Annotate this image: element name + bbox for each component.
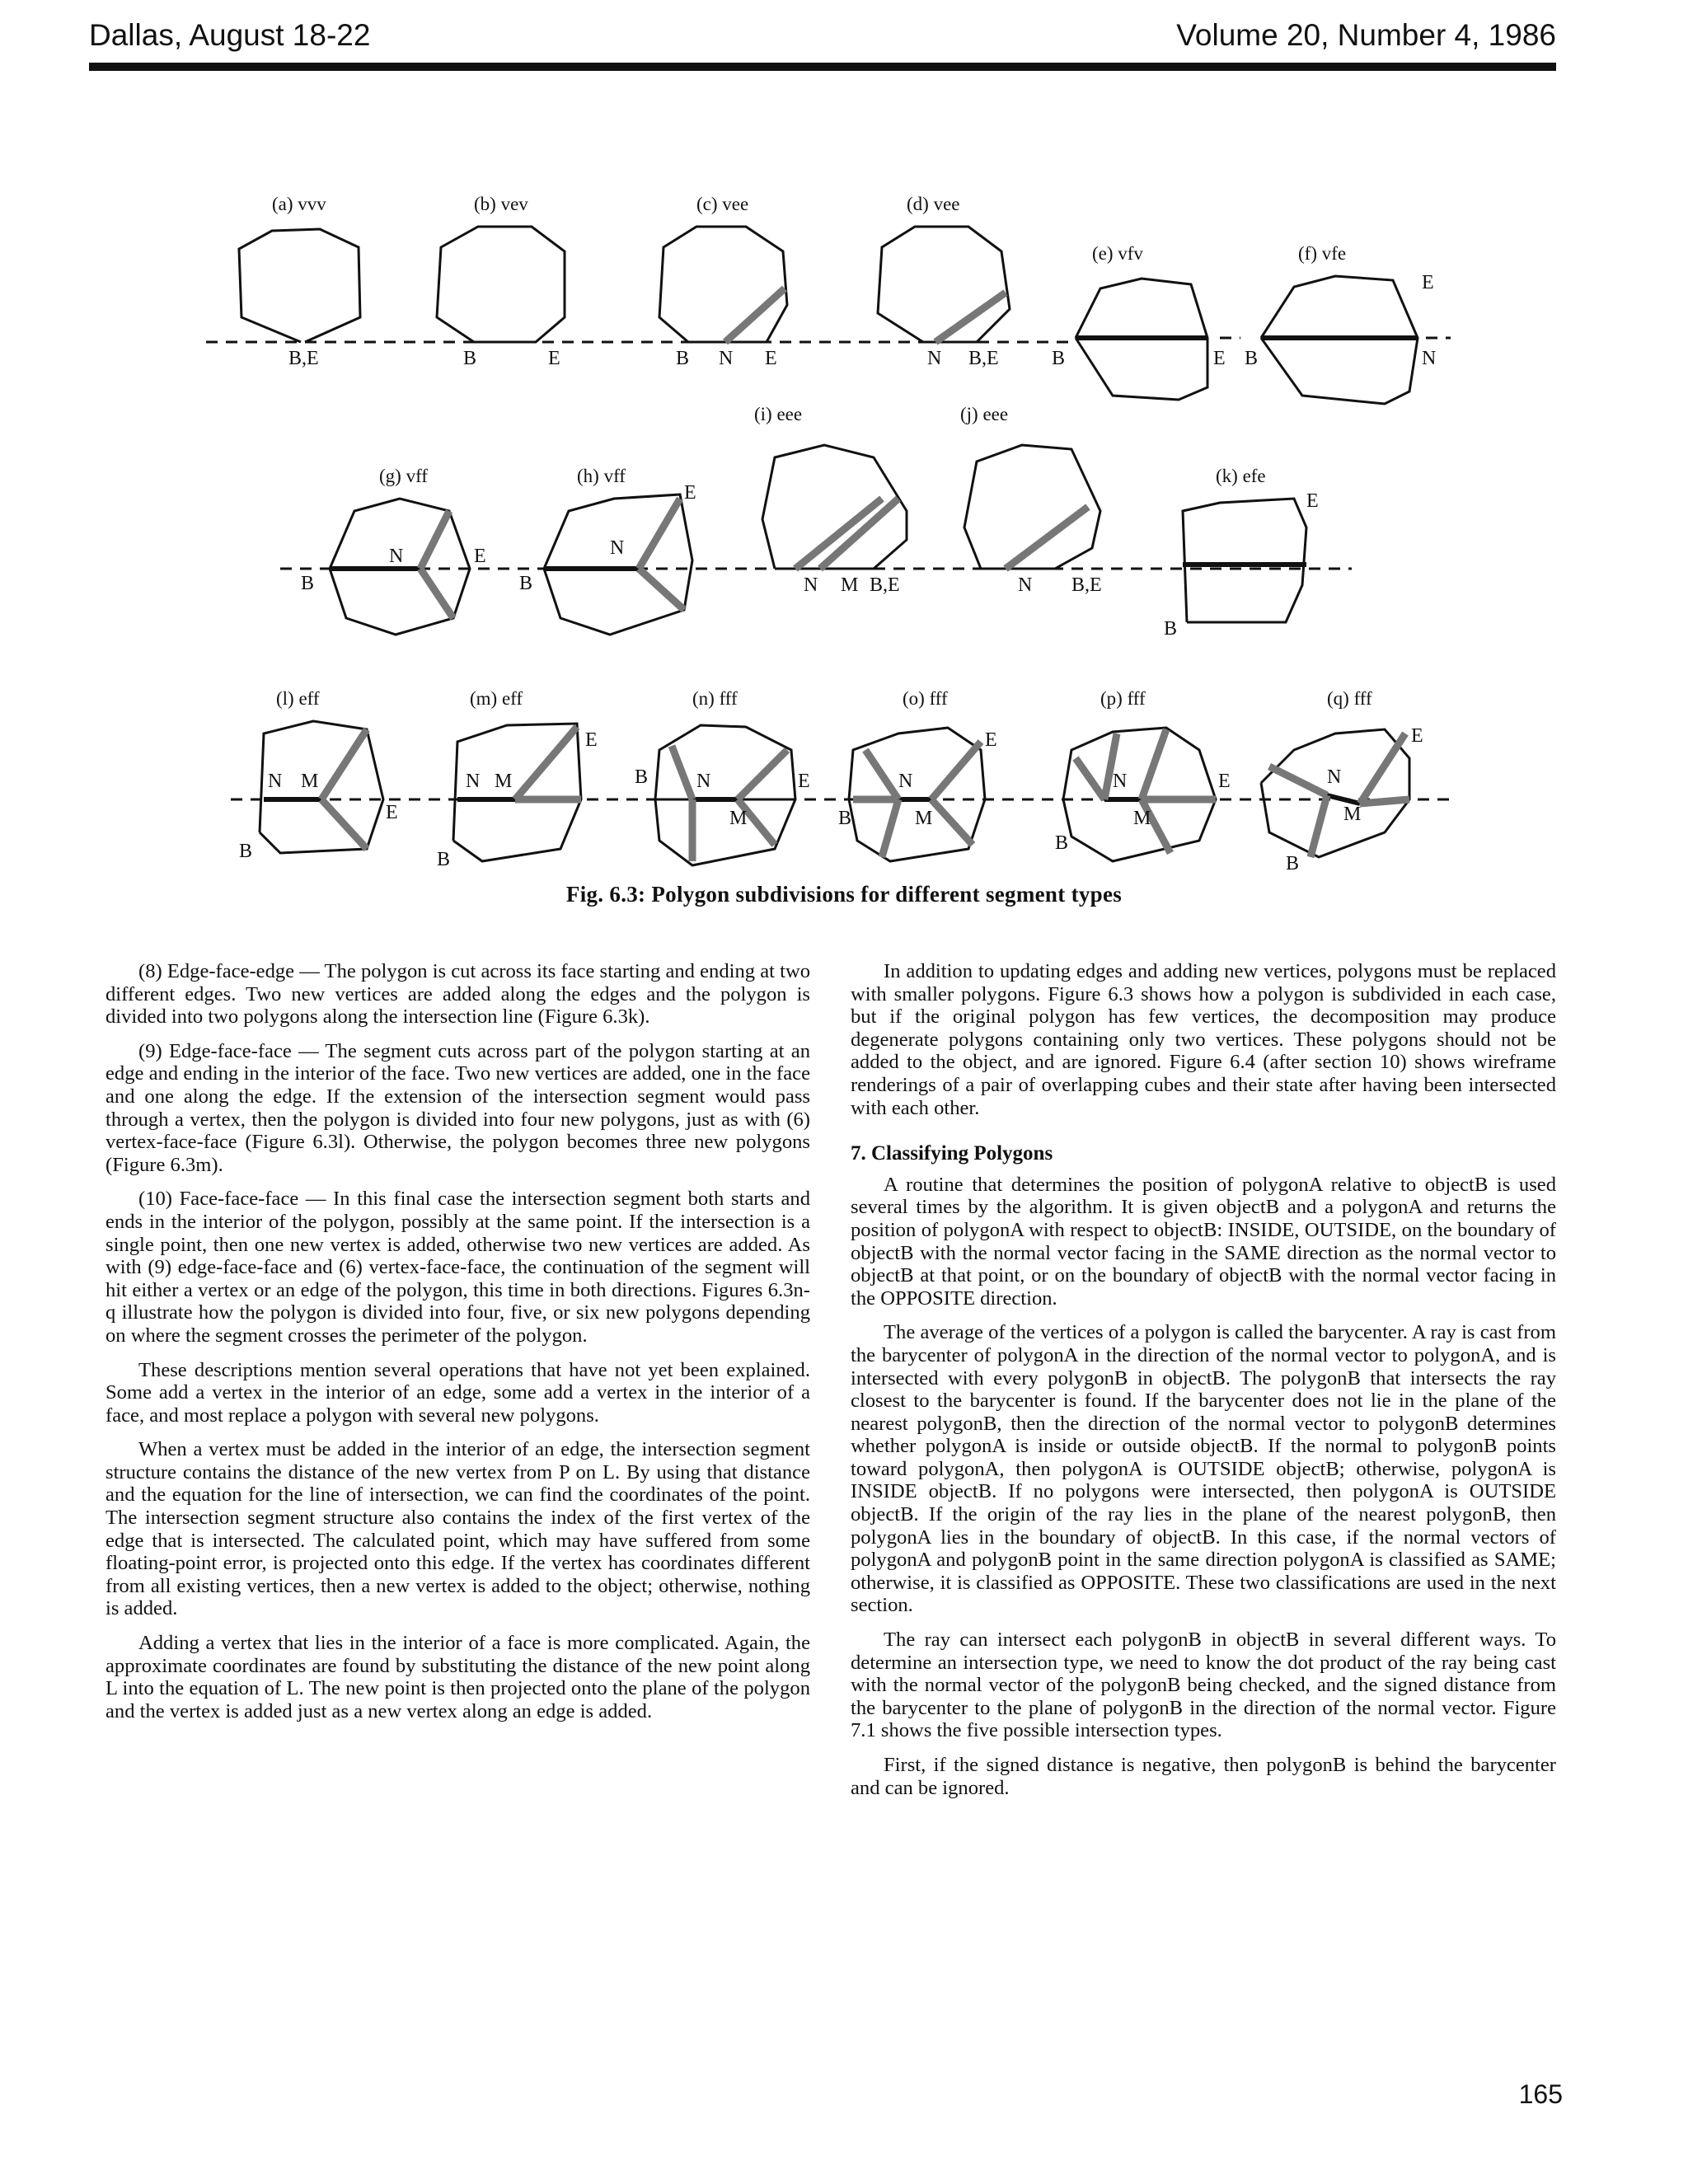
paragraph-face-vertex: Adding a vertex that lies in the interior of a face is more complicated. Again, the approximate coordinates are found by substituting the distance of the new point along L into the equation of L. The new point is then projected onto the plane of the polygon and the vertex is added just as a new vertex along an edge is added. <box>106 1632 810 1722</box>
point-c-n: N <box>719 348 734 369</box>
segment-o-3 <box>931 742 981 799</box>
point-e-b: B <box>1052 348 1066 369</box>
paragraph-routine: A routine that determines the position of polygonA relative to objectB is used several times by the algorithm. It is given objectB and a polygonA and returns the position of polygonA with respect to objectB: INSIDE, OUTSIDE, on the boundary of objectB with the normal vector facing in the SAME direction as the normal vector to objectB at that point, or on the boundary of objectB with the normal vector facing in the OPPOSITE direction. <box>851 1173 1556 1310</box>
header-volume: Volume 20, Number 4, 1986 <box>1176 18 1556 52</box>
point-k-b: B <box>1164 618 1178 640</box>
paragraph-ray-intersection: The ray can intersect each polygonB in objectB in several different ways. To determine an intersection type, we need to know the dot product of the ray being cast with the normal vector of the polygonB being checked, and the signed distance from the barycenter to the plane of polygonB in the direction of the normal vector. Figure 7.1 shows the five possible intersection types. <box>851 1629 1556 1742</box>
point-h-n: N <box>610 537 625 559</box>
polygon-d <box>878 227 1010 342</box>
running-header <box>89 18 1556 59</box>
panel-g-label: (g) vff <box>379 466 428 486</box>
figure-6-3 <box>198 173 1467 890</box>
point-g-b: B <box>301 573 315 594</box>
segment-j <box>1006 507 1088 569</box>
point-l-m: M <box>301 771 319 792</box>
panel-k-label: (k) efe <box>1216 466 1266 486</box>
right-column <box>851 960 1556 1811</box>
segment-n-3 <box>738 750 787 799</box>
point-g-n: N <box>389 546 404 567</box>
point-n-m: M <box>729 808 748 829</box>
panel-h-label: (h) vff <box>577 466 626 486</box>
panel-a-label: (a) vvv <box>272 194 326 214</box>
panel-l-label: (l) eff <box>276 688 320 709</box>
point-i-m: M <box>841 574 859 596</box>
point-c-b: B <box>676 348 690 369</box>
segment-m-up <box>515 727 577 799</box>
point-h-b: B <box>519 573 533 594</box>
point-o-e: E <box>985 729 997 751</box>
point-p-m: M <box>1133 808 1151 829</box>
point-i-be: B,E <box>870 574 900 596</box>
panel-e-label: (e) vfv <box>1092 243 1143 264</box>
panel-i-label: (i) eee <box>754 404 803 424</box>
polygon-k <box>1183 499 1306 622</box>
point-f-b: B <box>1245 348 1259 369</box>
header-conference: Dallas, August 18-22 <box>89 18 371 52</box>
segment-q-2 <box>1311 795 1327 857</box>
paragraph-edge-face-edge: (8) Edge-face-edge — The polygon is cut across its face starting and ending at two different edges. Two new vertices are added along the edges and the polygon is divided into two polygons along the intersection line (Figure 6.3k). <box>106 960 810 1029</box>
point-n-e: E <box>798 771 810 792</box>
point-o-b: B <box>838 808 852 829</box>
point-i-n: N <box>804 574 818 596</box>
panel-f-label: (f) vfe <box>1298 243 1347 264</box>
point-d-n: N <box>927 348 942 369</box>
polygon-subdivision-diagram <box>198 173 1467 890</box>
segment-n-1 <box>672 746 692 799</box>
point-m-n: N <box>466 771 481 792</box>
point-g-e: E <box>474 546 486 567</box>
panel-d-label: (d) vee <box>907 194 960 214</box>
paragraph-operations: These descriptions mention several operations that have not yet been explained. Some add a vertex in the interior of an edge, some add a vertex in the interior of a face, and most replace a polygon with several new polygons. <box>106 1358 810 1427</box>
point-n-b: B <box>635 766 649 788</box>
point-e-e: E <box>1213 348 1226 369</box>
point-p-e: E <box>1218 771 1231 792</box>
segment-q-main <box>1327 795 1360 804</box>
figure-caption: Fig. 6.3: Polygon subdivisions for different segment types <box>565 882 1123 907</box>
point-f-e: E <box>1422 272 1434 293</box>
segment-c <box>725 288 785 342</box>
point-h-e: E <box>684 482 696 504</box>
point-p-n: N <box>1113 771 1128 792</box>
header-rule <box>89 63 1556 71</box>
polygon-a <box>239 229 360 342</box>
segment-g-up <box>420 511 449 569</box>
panel-o-label: (o) fff <box>903 688 948 709</box>
segment-q-1 <box>1269 766 1327 795</box>
point-q-m: M <box>1343 804 1362 825</box>
segment-q-4 <box>1360 799 1409 804</box>
point-f-n: N <box>1422 348 1437 369</box>
polygon-c <box>659 227 787 342</box>
panel-b-label: (b) vev <box>474 194 528 214</box>
panel-n-label: (n) fff <box>692 688 738 709</box>
point-o-n: N <box>898 771 913 792</box>
point-m-m: M <box>495 771 513 792</box>
point-o-m: M <box>915 808 933 829</box>
segment-o-1 <box>865 750 898 799</box>
paragraph-edge-face-face: (9) Edge-face-face — The segment cuts across part of the polygon starting at an edge and ending in the interior of the face. Two new vertices are added, one in the face and one along the edge. If the extension of the intersection segment would pass through a vertex, then the polygon is divided into four new polygons, just as with (6) vertex-face-face (Figure 6.3l). Otherwise, the polygon becomes three new polygons (Figure 6.3m). <box>106 1039 810 1176</box>
page-number: 165 <box>1518 2079 1563 2109</box>
panel-q-label: (q) fff <box>1327 688 1372 709</box>
point-k-e: E <box>1306 490 1319 512</box>
left-column <box>106 960 810 1734</box>
paragraph-replace-polygons: In addition to updating edges and adding new vertices, polygons must be replaced with smaller polygons. Figure 6.3 shows how a polygon is subdivided in each case, but if the original polygon has few vertices, the decomposition may produce degenerate polygons containing only two vertices. These polygons should not be added to the object, and are ignored. Figure 6.4 (after section 10) shows wireframe renderings of a pair of overlapping cubes and their state after having been intersected with each other. <box>851 960 1556 1119</box>
segment-i-1 <box>795 499 882 569</box>
segment-q-3 <box>1360 733 1405 804</box>
paragraph-edge-vertex: When a vertex must be added in the interior of an edge, the intersection segment structure contains the distance of the new vertex from P on L. By using that distance and the equation for the line of intersection, we can find the coordinates of the point. The intersection segment structure also contains the index of the first vertex of the edge that is intersected. The calculated point, which may have suffered from some floating-point error, is projected onto this edge. If the vertex has coordinates different from all existing vertices, then a new vertex is added to the object; otherwise, nothing is added. <box>106 1438 810 1620</box>
segment-o-4 <box>931 799 973 845</box>
point-d-be: B,E <box>968 348 999 369</box>
segment-h-down <box>639 569 684 610</box>
point-p-b: B <box>1055 832 1069 854</box>
point-m-b: B <box>437 849 451 870</box>
point-a-be: B,E <box>288 348 319 369</box>
panel-c-label: (c) vee <box>696 194 749 214</box>
point-q-b: B <box>1286 853 1300 874</box>
point-c-e: E <box>765 348 777 369</box>
paragraph-signed-distance: First, if the signed distance is negative, then polygonB is behind the barycenter and can be ignored. <box>851 1754 1556 1799</box>
paragraph-barycenter: The average of the vertices of a polygon is called the barycenter. A ray is cast from the barycenter of polygonA in the direction of the normal vector to polygonA, and is intersected with every polygonB in objectB. The polygonB that intersects the ray closest to the barycenter is found. If the barycenter does not lie in the plane of the nearest polygonB, then the direction of the normal vector to polygonB determines whether polygonA is inside or outside objectB. If the normal to polygonB points toward polygonA, then polygonA is OUTSIDE objectB; otherwise, polygonA is INSIDE objectB. If no polygons were intersected, then polygonA is OUTSIDE objectB. If the origin of the ray lies in the plane of the nearest polygonB, then polygonA lies in the boundary of objectB. In this case, if the normal vectors of polygonA and polygonB point in the same direction polygonA is classified as SAME; otherwise, it is classified as OPPOSITE. These two classifications are used in the next section. <box>851 1321 1556 1617</box>
segment-p-3 <box>1142 729 1166 799</box>
point-l-b: B <box>239 841 253 862</box>
point-b-b: B <box>463 348 477 369</box>
segment-d <box>935 293 1006 342</box>
point-j-be: B,E <box>1071 574 1102 596</box>
point-l-n: N <box>268 771 283 792</box>
segment-g-down <box>420 569 453 618</box>
point-q-e: E <box>1411 725 1423 747</box>
panel-j-label: (j) eee <box>960 404 1009 424</box>
paragraph-face-face-face: (10) Face-face-face — In this final case the intersection segment both starts and ends in the interior of the polygon, possibly at the same point. If the intersection is a single point, then one new vertex is added, otherwise two new vertices are added. As with (9) edge-face-face and (6) vertex-face-face, the continuation of the segment will hit either a vertex or an edge of the polygon, this time in both directions. Figures 6.3n-q illustrate how the polygon is divided into four, five, or six new polygons depending on where the segment crosses the perimeter of the polygon. <box>106 1188 810 1347</box>
panel-m-label: (m) eff <box>470 688 523 709</box>
point-j-n: N <box>1018 574 1033 596</box>
point-b-e: E <box>548 348 560 369</box>
segment-o-2 <box>882 799 898 857</box>
point-q-n: N <box>1327 766 1342 788</box>
point-l-e: E <box>386 802 398 823</box>
section-heading-classifying: 7. Classifying Polygons <box>851 1142 1053 1165</box>
point-m-e: E <box>585 729 598 751</box>
panel-p-label: (p) fff <box>1100 688 1146 709</box>
segment-p-1 <box>1076 758 1104 799</box>
polygon-b <box>437 227 565 342</box>
point-n-n: N <box>696 771 711 792</box>
segment-h-up <box>639 499 680 569</box>
polygon-q <box>1261 729 1409 857</box>
segment-l-up <box>321 729 367 799</box>
segment-l-down <box>321 799 367 849</box>
